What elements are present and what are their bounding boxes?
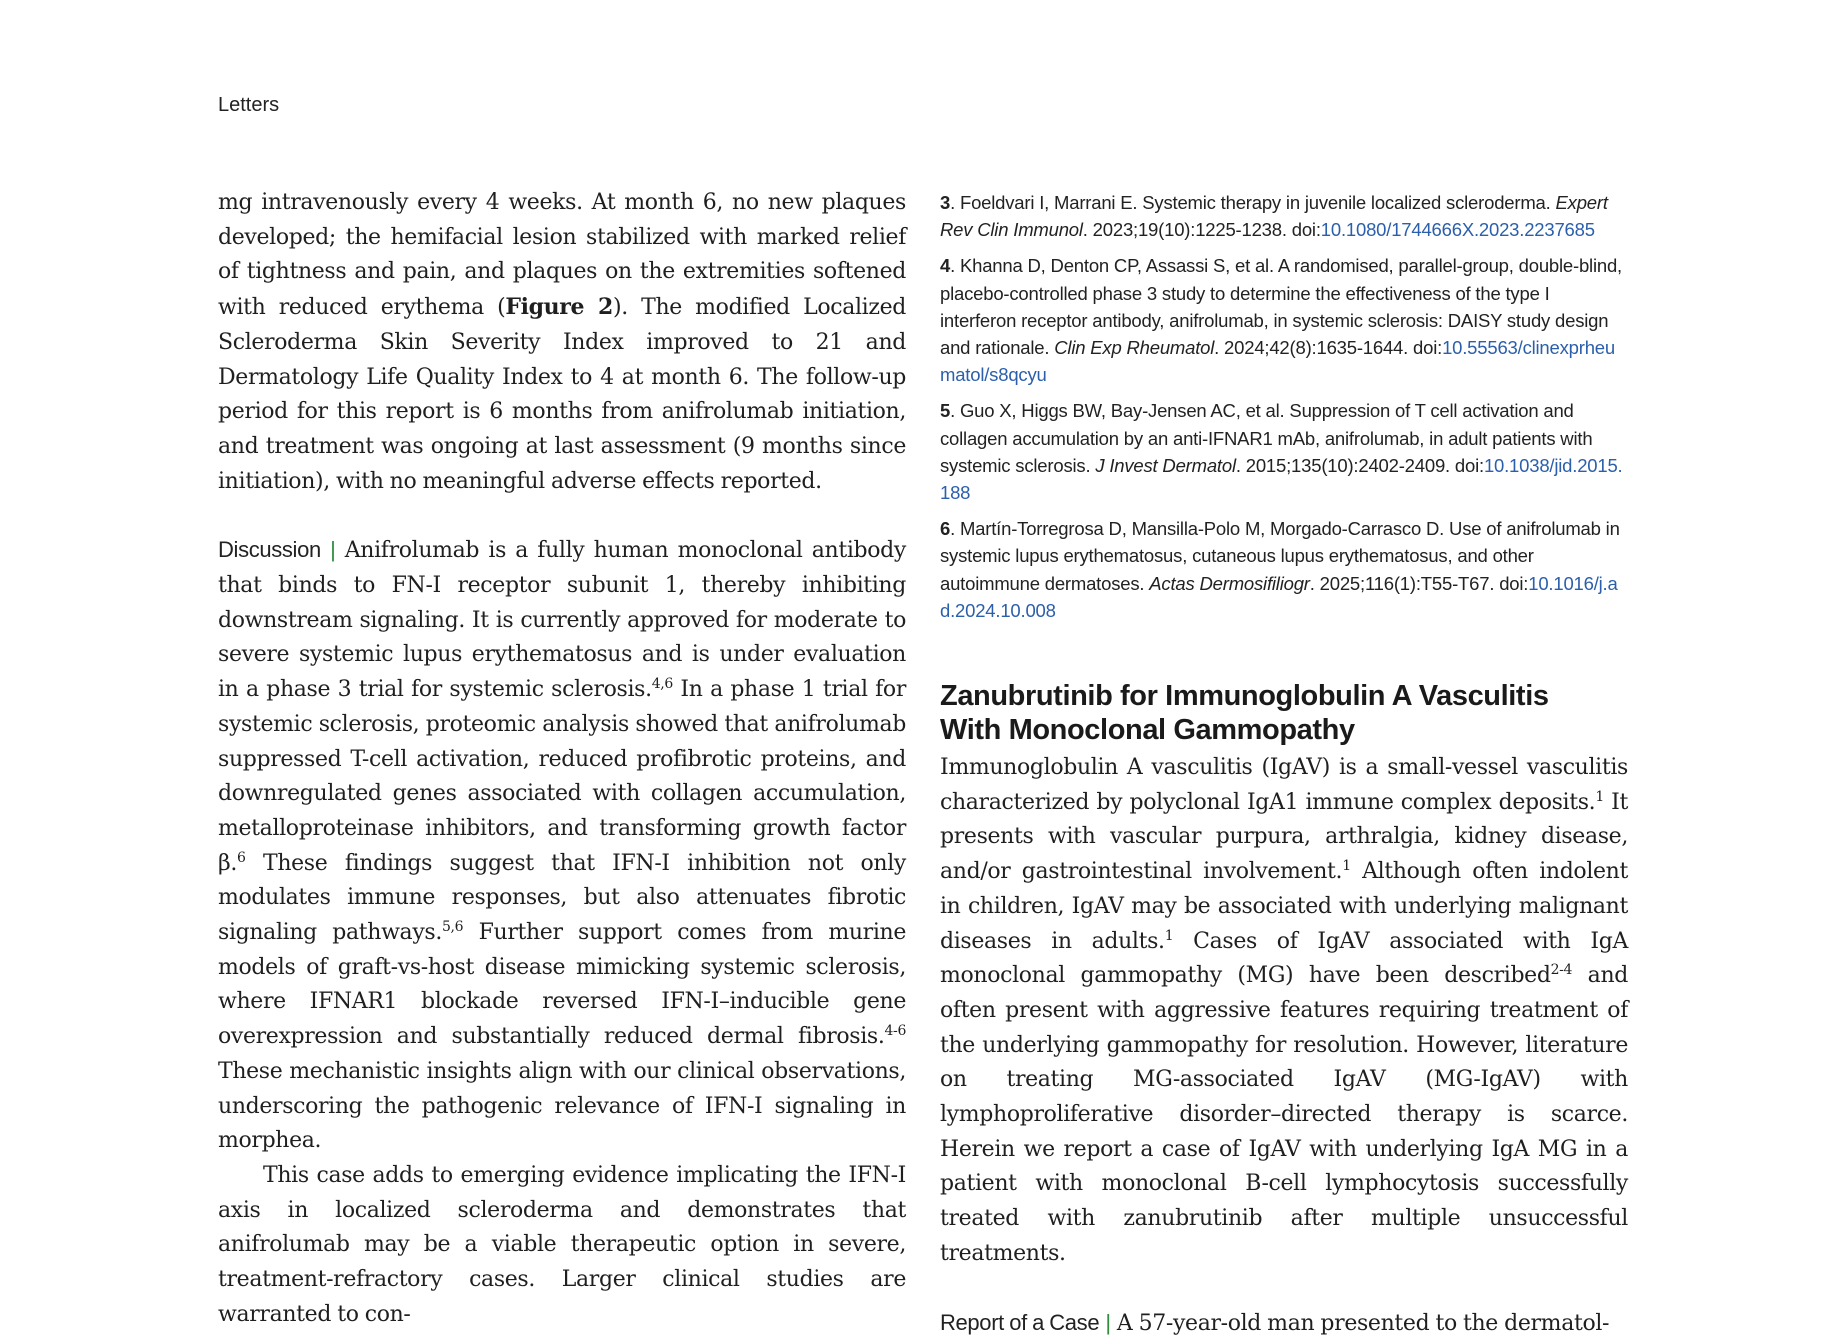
doi-link[interactable]: 10.55563/clinexprheumatol/s8qcyu — [940, 337, 1615, 386]
citation: 6 — [237, 849, 246, 866]
report-heading: Report of a Case — [940, 1309, 1100, 1335]
citation: 4,6 — [651, 676, 673, 693]
doi-link[interactable]: 10.1016/j.ad.2024.10.008 — [940, 572, 1618, 621]
doi-link[interactable]: 10.1038/jid.2015.188 — [940, 454, 1623, 504]
citation: 2-4 — [1550, 962, 1573, 979]
citation: 1 — [1342, 858, 1351, 875]
article-title: Zanubrutinib for Immunoglobulin A Vasculitis With Monoclonal Gammopathy — [940, 680, 1549, 747]
left-column — [218, 186, 906, 1333]
separator-bar: | — [1105, 1309, 1111, 1335]
paragraph-results: mg intravenously every 4 weeks. At month 6, no new plaques developed; the hemifacial lesion stabilized with marked relief of tightness and pain, and plaques on the extremities softened with reduced erythema (Figure 2). The modified Localized Scleroderma Skin Severity Index improved to 21 and Dermatology Life Quality Index to 4 at month 6. The follow-up period for this report is 6 months from anifrolumab initiation, and treatment was ongoing at last assessment (9 months since initiation), with no meaningful adverse effects reported. — [218, 190, 907, 494]
paragraph-discussion: Discussion | Anifrolumab is a fully human monoclonal antibody that binds to FN-I receptor subunit 1, thereby inhibiting downstream signaling. It is currently approved for moderate to severe systemic lupus erythematosus and is under evaluation in a phase 3 trial for systemic sclerosis.$^{4,6}$ In a phase 1 trial for systemic sclerosis, proteomic analysis showed that anifrolumab suppressed T-cell activation, reduced profibrotic proteins, and downregulated genes associated with collagen accumulation, metalloproteinase inhibitors, and transforming growth factor β.$^6$ These findings suggest that IFN-I inhibition not only modulates immune responses, but also attenuates fibrotic signaling pathways.$^{5,6}$ Further support comes from murine models of graft-vs-host disease mimicking systemic sclerosis, where IFNAR1 blockade reversed IFN-I–inducible gene overexpression and substantially reduced dermal fibrosis.$^{4-6}$ These mechanistic insights align with our clinical observations, underscoring the pathogenic relevance of IFN-I signaling in morphea. — [218, 537, 906, 1154]
citation: 5,6 — [441, 919, 464, 936]
paragraph-intro: Immunoglobulin A vasculitis (IgAV) is a small-vessel vasculitis characterized by polyclonal IgA1 immune complex deposits.$^1$ It presents with vascular purpura, arthralgia, kidney disease, and/or gastrointestinal involvement.$^1$ Although often indolent in children, IgAV may be associated with underlying malignant diseases in adults.$^1$ Cases of IgAV associated with IgA monoclonal gammopathy (MG) have been described$^{2-4}$ and often present with aggressive features requiring treatment of the underlying gammopathy for resolution. However, literature on treating MG-associated IgAV (MG-IgAV) with lymphoproliferative disorder–directed therapy is scarce. Herein we report a case of IgAV with underlying IgA MG in a patient with monoclonal B-cell lymphocytosis successfully treated with zanubrutinib after multiple unsuccessful treatments. — [940, 755, 1629, 1266]
reference-item: 3. Foeldvari I, Marrani E. Systemic therapy in juvenile localized scleroderma. Expert Rev Clin Immunol. 2023;19(10):1225-1238. doi:10.1080/1744666X.2023.2237685 — [940, 192, 1608, 241]
figure-reference[interactable]: Figure 2 — [505, 294, 614, 321]
citation: 1 — [1595, 788, 1604, 805]
citation: 4-6 — [884, 1023, 906, 1040]
section-label: Letters — [218, 94, 280, 116]
citation: 1 — [1164, 927, 1174, 944]
separator-bar: | — [330, 537, 336, 563]
reference-item: 6. Martín-Torregrosa D, Mansilla-Polo M, Morgado-Carrasco D. Use of anifrolumab in systemic lupus erythematosus, cutaneous lupus erythematosus, and other autoimmune dermatoses. Actas Dermosifiliogr. 2025;116(1):T55-T67. doi:10.1016/j.ad.2024.10.008 — [940, 518, 1620, 621]
article-body — [940, 751, 1628, 1341]
paragraph-report: Report of a Case | A 57-year-old man presented to the dermatol- — [940, 1309, 1610, 1336]
reference-item: 4. Khanna D, Denton CP, Assassi S, et al. A randomised, parallel-group, double-blind, placebo-controlled phase 3 study to determine the effectiveness of the type I interferon receptor antibody, anifrolumab, in systemic sclerosis: DAISY study design and rationale. Clin Exp Rheumatol. 2024;42(8):1635-1644. doi:10.55563/clinexprheumatol/s8qcyu — [940, 255, 1622, 386]
doi-link[interactable]: 10.1080/1744666X.2023.2237685 — [1320, 219, 1595, 241]
reference-item: 5. Guo X, Higgs BW, Bay-Jensen AC, et al. Suppression of T cell activation and collagen accumulation by an anti-IFNAR1 mAb, anifrolumab, in adult patients with systemic sclerosis. J Invest Dermatol. 2015;135(10):2402-2409. doi:10.1038/jid.2015.188 — [940, 400, 1623, 504]
reference-list — [940, 189, 1628, 624]
discussion-heading: Discussion — [218, 537, 321, 563]
right-column — [940, 189, 1628, 1341]
paragraph-conclusion: This case adds to emerging evidence implicating the IFN-I axis in localized scleroderma and demonstrates that anifrolumab may be a viable therapeutic option in severe, treatment-refractory cases. Larger clinical studies are warranted to con- — [218, 1162, 906, 1327]
